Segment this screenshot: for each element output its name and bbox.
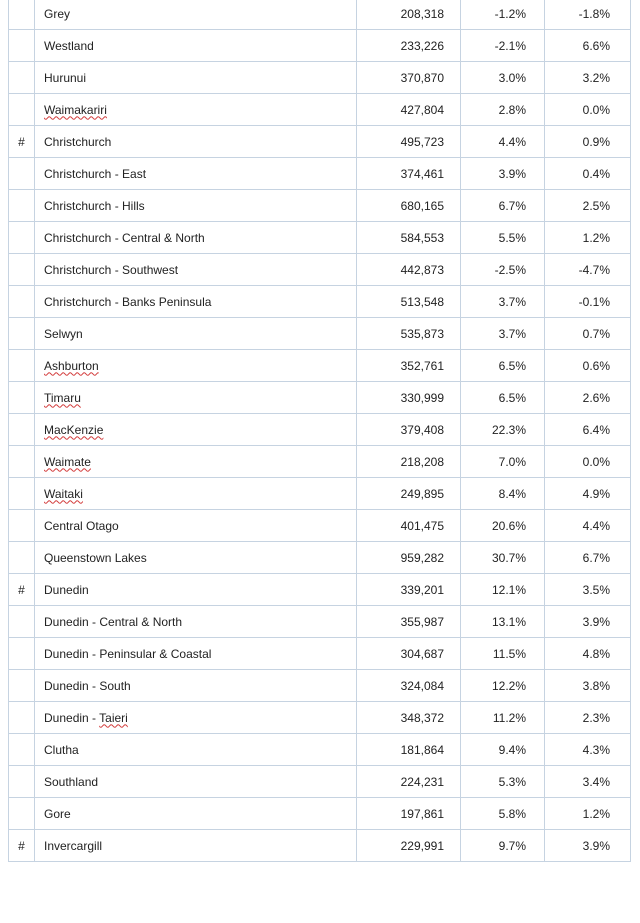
row-flag — [9, 478, 35, 510]
row-flag — [9, 30, 35, 62]
table-row — [9, 702, 631, 734]
region-change-1: 6.5% — [461, 382, 545, 414]
table-row — [9, 830, 631, 862]
region-change-1: 3.7% — [461, 286, 545, 318]
row-flag — [9, 766, 35, 798]
region-value: 374,461 — [357, 158, 461, 190]
region-change-1: 3.0% — [461, 62, 545, 94]
region-name-text: Hurunui — [44, 70, 87, 85]
table-row — [9, 158, 631, 190]
region-name — [35, 574, 357, 606]
region-name-text: Waimate — [44, 454, 91, 469]
row-flag — [9, 62, 35, 94]
region-name — [35, 62, 357, 94]
table-row — [9, 350, 631, 382]
region-value: 324,084 — [357, 670, 461, 702]
region-value: 208,318 — [357, 0, 461, 30]
row-flag — [9, 318, 35, 350]
region-change-1: 30.7% — [461, 542, 545, 574]
region-name — [35, 638, 357, 670]
region-name — [35, 830, 357, 862]
region-name-text: MacKenzie — [44, 422, 104, 437]
row-flag — [9, 286, 35, 318]
region-change-2: 6.4% — [545, 414, 631, 446]
region-name-text: Waitaki — [44, 486, 83, 501]
table-row — [9, 478, 631, 510]
region-name-text: Selwyn — [44, 326, 83, 341]
region-value: 330,999 — [357, 382, 461, 414]
region-change-2: 4.9% — [545, 478, 631, 510]
table-row — [9, 318, 631, 350]
region-value: 352,761 — [357, 350, 461, 382]
row-flag: # — [9, 574, 35, 606]
table-row — [9, 414, 631, 446]
region-change-1: 9.7% — [461, 830, 545, 862]
region-change-2: 6.6% — [545, 30, 631, 62]
region-name — [35, 606, 357, 638]
region-change-2: -4.7% — [545, 254, 631, 286]
region-value: 535,873 — [357, 318, 461, 350]
table-row — [9, 606, 631, 638]
table-row — [9, 30, 631, 62]
row-flag — [9, 510, 35, 542]
region-change-1: 5.8% — [461, 798, 545, 830]
table-row — [9, 670, 631, 702]
region-value: 495,723 — [357, 126, 461, 158]
region-change-2: 4.3% — [545, 734, 631, 766]
region-name — [35, 798, 357, 830]
row-flag — [9, 638, 35, 670]
row-flag — [9, 254, 35, 286]
region-name-text: Christchurch - East — [44, 166, 147, 181]
region-change-1: -2.1% — [461, 30, 545, 62]
region-value: 680,165 — [357, 190, 461, 222]
region-name-text: Westland — [44, 38, 94, 53]
region-change-2: 1.2% — [545, 222, 631, 254]
table-row — [9, 798, 631, 830]
table-row — [9, 94, 631, 126]
region-change-1: 6.5% — [461, 350, 545, 382]
region-change-2: 3.9% — [545, 830, 631, 862]
row-flag — [9, 0, 35, 30]
region-value: 233,226 — [357, 30, 461, 62]
region-value: 584,553 — [357, 222, 461, 254]
region-name-text: Ashburton — [44, 358, 99, 373]
table-row — [9, 286, 631, 318]
region-name-text: Waimakariri — [44, 102, 107, 117]
region-value: 379,408 — [357, 414, 461, 446]
table-row — [9, 254, 631, 286]
row-flag — [9, 158, 35, 190]
row-flag — [9, 190, 35, 222]
region-change-2: 1.2% — [545, 798, 631, 830]
region-change-1: 12.2% — [461, 670, 545, 702]
region-value: 197,861 — [357, 798, 461, 830]
region-name-text: Central Otago — [44, 518, 119, 533]
table-row — [9, 126, 631, 158]
region-change-2: 0.0% — [545, 94, 631, 126]
region-name — [35, 510, 357, 542]
region-change-2: 4.8% — [545, 638, 631, 670]
region-change-2: 2.5% — [545, 190, 631, 222]
region-name-text: Grey — [44, 6, 71, 21]
region-name-text: Timaru — [44, 390, 81, 405]
row-flag — [9, 446, 35, 478]
row-flag — [9, 382, 35, 414]
region-name-text: Southland — [44, 774, 99, 789]
region-change-2: 0.0% — [545, 446, 631, 478]
region-value: 442,873 — [357, 254, 461, 286]
region-change-1: 7.0% — [461, 446, 545, 478]
region-change-2: -1.8% — [545, 0, 631, 30]
region-value: 339,201 — [357, 574, 461, 606]
region-name-text: Christchurch — [44, 134, 112, 149]
region-change-1: -2.5% — [461, 254, 545, 286]
region-change-2: 3.2% — [545, 62, 631, 94]
region-name-text: Christchurch - Southwest — [44, 262, 179, 277]
region-name — [35, 446, 357, 478]
table-row — [9, 62, 631, 94]
region-value: 427,804 — [357, 94, 461, 126]
region-name-text: Christchurch - Hills — [44, 198, 145, 213]
region-change-1: 11.5% — [461, 638, 545, 670]
region-name — [35, 94, 357, 126]
region-name-text: Christchurch - Central & North — [44, 230, 205, 245]
region-name — [35, 30, 357, 62]
region-value: 401,475 — [357, 510, 461, 542]
row-flag — [9, 542, 35, 574]
row-flag — [9, 414, 35, 446]
region-name-misspelled: Taieri — [99, 710, 128, 725]
region-name — [35, 702, 357, 734]
row-flag — [9, 606, 35, 638]
region-change-1: 3.7% — [461, 318, 545, 350]
region-change-1: 4.4% — [461, 126, 545, 158]
region-value: 181,864 — [357, 734, 461, 766]
table-row — [9, 766, 631, 798]
region-value: 513,548 — [357, 286, 461, 318]
region-change-2: 4.4% — [545, 510, 631, 542]
region-change-1: 12.1% — [461, 574, 545, 606]
region-value: 229,991 — [357, 830, 461, 862]
region-name — [35, 414, 357, 446]
region-name — [35, 222, 357, 254]
region-change-2: 3.8% — [545, 670, 631, 702]
region-name-text: Dunedin - Peninsular & Coastal — [44, 646, 212, 661]
row-flag — [9, 350, 35, 382]
table-row — [9, 0, 631, 30]
region-name — [35, 382, 357, 414]
region-change-2: 2.3% — [545, 702, 631, 734]
region-value: 370,870 — [357, 62, 461, 94]
table-row — [9, 638, 631, 670]
region-change-1: 22.3% — [461, 414, 545, 446]
row-flag — [9, 222, 35, 254]
region-change-2: 2.6% — [545, 382, 631, 414]
region-name — [35, 0, 357, 30]
region-change-1: 5.5% — [461, 222, 545, 254]
region-change-2: 3.4% — [545, 766, 631, 798]
region-name — [35, 766, 357, 798]
region-change-1: 9.4% — [461, 734, 545, 766]
region-change-2: 0.7% — [545, 318, 631, 350]
region-change-1: 20.6% — [461, 510, 545, 542]
region-change-1: 11.2% — [461, 702, 545, 734]
region-change-2: 3.5% — [545, 574, 631, 606]
region-change-1: 3.9% — [461, 158, 545, 190]
region-value: 224,231 — [357, 766, 461, 798]
row-flag: # — [9, 126, 35, 158]
region-change-2: 3.9% — [545, 606, 631, 638]
row-flag — [9, 670, 35, 702]
region-name-text: Queenstown Lakes — [44, 550, 147, 565]
row-flag — [9, 702, 35, 734]
region-name — [35, 126, 357, 158]
region-name — [35, 254, 357, 286]
table-row — [9, 382, 631, 414]
row-flag: # — [9, 830, 35, 862]
region-change-1: 6.7% — [461, 190, 545, 222]
row-flag — [9, 798, 35, 830]
region-change-1: 5.3% — [461, 766, 545, 798]
region-change-2: 0.9% — [545, 126, 631, 158]
region-name-text: Christchurch - Banks Peninsula — [44, 294, 212, 309]
row-flag — [9, 94, 35, 126]
region-change-1: 8.4% — [461, 478, 545, 510]
region-change-2: -0.1% — [545, 286, 631, 318]
region-name — [35, 670, 357, 702]
region-value: 959,282 — [357, 542, 461, 574]
data-table — [8, 0, 631, 862]
region-name — [35, 542, 357, 574]
region-value: 348,372 — [357, 702, 461, 734]
region-name-text: Invercargill — [44, 838, 103, 853]
table-row — [9, 222, 631, 254]
table-row — [9, 190, 631, 222]
region-value: 304,687 — [357, 638, 461, 670]
region-value: 355,987 — [357, 606, 461, 638]
table-row — [9, 446, 631, 478]
region-name-prefix: Dunedin - — [44, 710, 100, 725]
region-name-text: Dunedin — [44, 582, 89, 597]
region-name-text: Clutha — [44, 742, 79, 757]
region-change-1: 13.1% — [461, 606, 545, 638]
region-name-text: Dunedin - Central & North — [44, 614, 183, 629]
region-name — [35, 350, 357, 382]
region-name-text: Dunedin - South — [44, 678, 131, 693]
region-change-1: 2.8% — [461, 94, 545, 126]
region-name — [35, 318, 357, 350]
region-name — [35, 190, 357, 222]
table-row — [9, 542, 631, 574]
table-row — [9, 510, 631, 542]
region-change-2: 0.6% — [545, 350, 631, 382]
region-name — [35, 286, 357, 318]
table-row — [9, 574, 631, 606]
region-name — [35, 158, 357, 190]
region-change-2: 0.4% — [545, 158, 631, 190]
region-change-2: 6.7% — [545, 542, 631, 574]
region-name — [35, 734, 357, 766]
table-row — [9, 734, 631, 766]
table-body — [9, 0, 631, 862]
region-value: 249,895 — [357, 478, 461, 510]
row-flag — [9, 734, 35, 766]
region-name — [35, 478, 357, 510]
region-value: 218,208 — [357, 446, 461, 478]
region-change-1: -1.2% — [461, 0, 545, 30]
region-name-text: Gore — [44, 806, 71, 821]
